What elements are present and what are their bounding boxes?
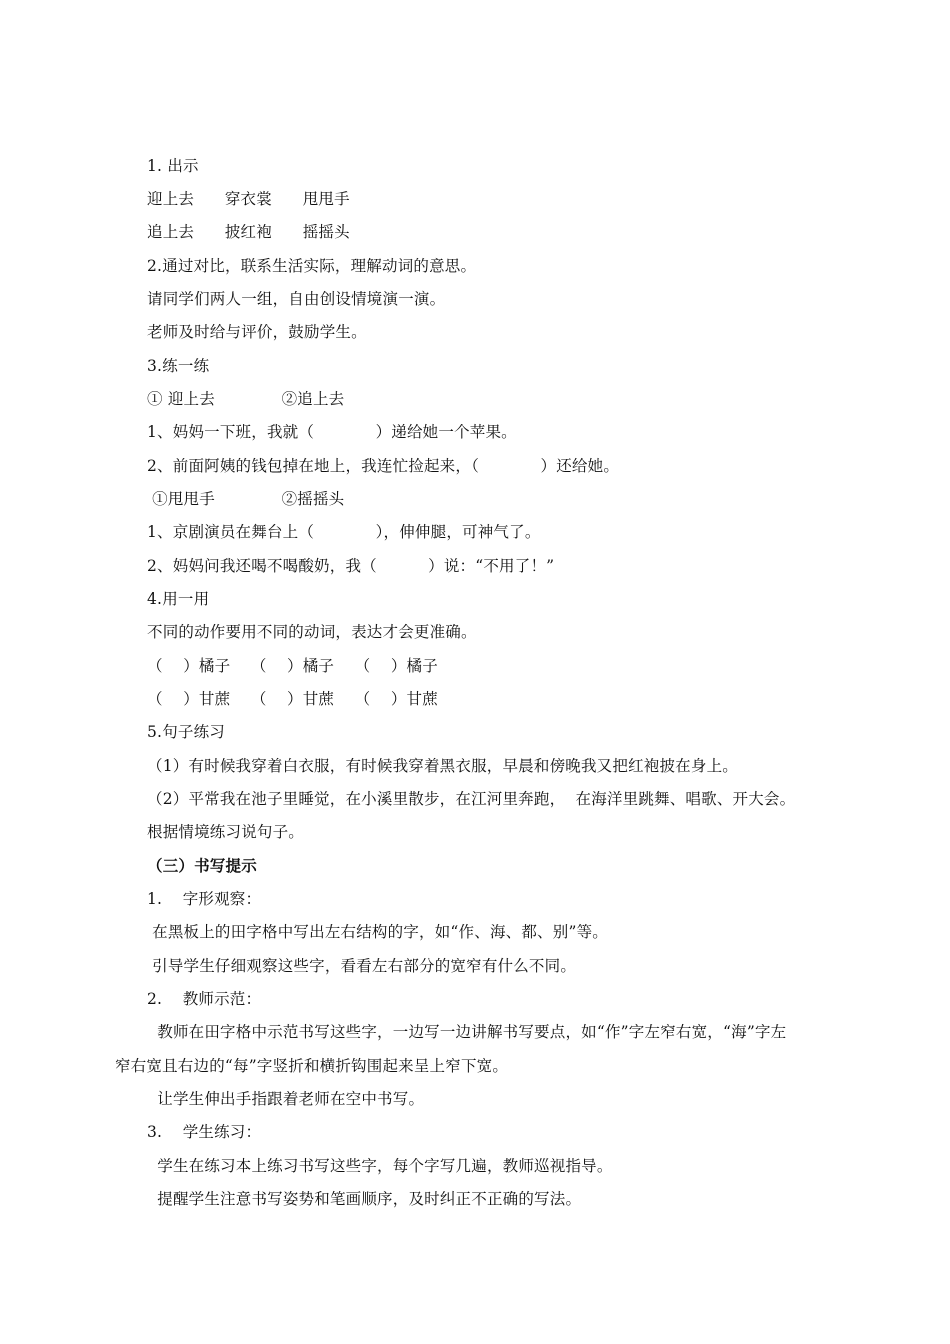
- line-step-4-title: 4.用一用: [147, 590, 210, 608]
- line-exercise-1-2: 2、前面阿姨的钱包掉在地上，我连忙捡起来，（ ）还给她。: [147, 457, 620, 475]
- line-teacher-feedback: 老师及时给与评价，鼓励学生。: [147, 323, 367, 341]
- line-writing-3-a: 学生在练习本上练习书写这些字，每个字写几遍，教师巡视指导。: [147, 1157, 613, 1175]
- line-writing-2-b: 让学生伸出手指跟着老师在空中书写。: [147, 1090, 425, 1108]
- line-exercise-2-2: 2、妈妈问我还喝不喝酸奶，我（ ）说：“不用了！”: [147, 557, 555, 575]
- line-options-2: ①甩甩手 ②摇摇头: [147, 490, 345, 508]
- line-step-5-title: 5.句子练习: [147, 723, 225, 741]
- line-exercise-1-1: 1、妈妈一下班，我就（ ）递给她一个苹果。: [147, 423, 517, 441]
- line-exercise-2-1: 1、京剧演员在舞台上（ ），伸伸腿，可神气了。: [147, 523, 541, 541]
- line-sentence-1: （1）有时候我穿着白衣服，有时候我穿着黑衣服，早晨和傍晚我又把红袍披在身上。: [147, 757, 738, 775]
- line-writing-1-title: 1. 字形观察：: [147, 890, 262, 908]
- line-writing-2-a: 教师在田字格中示范书写这些字，一边写一边讲解书写要点，如“作”字左窄右宽，“海”字左: [147, 1023, 787, 1041]
- line-step-4-desc: 不同的动作要用不同的动词，表达才会更准确。: [147, 623, 477, 641]
- line-group-activity: 请同学们两人一组，自由创设情境演一演。: [147, 290, 446, 308]
- line-fill-sugarcane: （ ）甘蔗 （ ）甘蔗 （ ）甘蔗: [147, 690, 438, 708]
- line-word-row-1: 迎上去 穿衣裳 甩甩手: [147, 190, 350, 208]
- line-writing-2-a-cont: 窄右宽且右边的“每”字竖折和横折钩围起来呈上窄下宽。: [115, 1057, 509, 1075]
- section-heading-writing: （三）书写提示: [147, 856, 257, 875]
- line-writing-3-title: 3. 学生练习：: [147, 1123, 262, 1141]
- line-writing-1-a: 在黑板上的田字格中写出左右结构的字，如“作、海、都、别”等。: [147, 923, 608, 941]
- line-step-1-title: 1. 出示: [147, 157, 199, 175]
- line-options-1: ① 迎上去 ②追上去: [147, 390, 345, 408]
- line-sentence-2: （2）平常我在池子里睡觉，在小溪里散步，在江河里奔跑， 在海洋里跳舞、唱歌、开大会。: [147, 790, 796, 808]
- line-fill-orange: （ ）橘子 （ ）橘子 （ ）橘子: [147, 657, 438, 675]
- line-writing-1-b: 引导学生仔细观察这些字，看看左右部分的宽窄有什么不同。: [147, 957, 577, 975]
- line-step-2: 2.通过对比，联系生活实际，理解动词的意思。: [147, 257, 477, 275]
- line-writing-2-title: 2. 教师示范：: [147, 990, 262, 1008]
- line-writing-3-b: 提醒学生注意书写姿势和笔画顺序，及时纠正不正确的写法。: [147, 1190, 582, 1208]
- line-sentence-practice: 根据情境练习说句子。: [147, 823, 305, 841]
- line-word-row-2: 追上去 披红袍 摇摇头: [147, 223, 350, 241]
- line-step-3-title: 3.练一练: [147, 357, 210, 375]
